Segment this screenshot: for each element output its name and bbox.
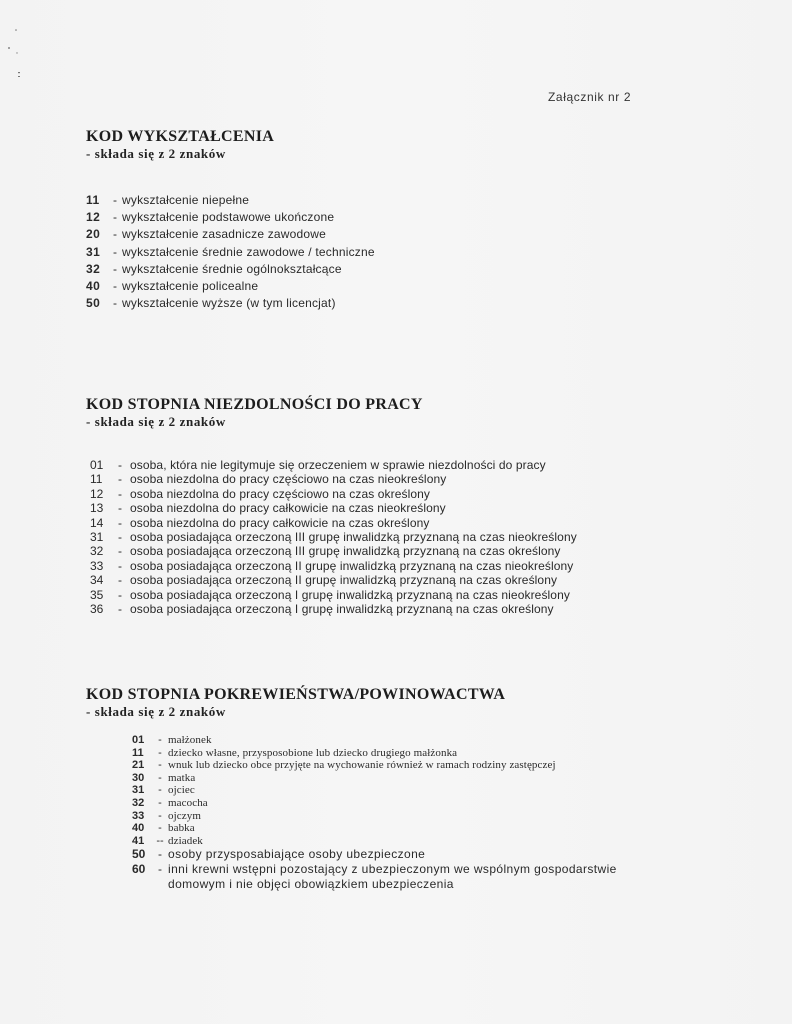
item-text: osoba niezdolna do pracy częściowo na czas określony [130, 486, 431, 501]
list-item [132, 734, 617, 747]
item-text: osoba posiadająca orzeczoną II grupę inwalidzką przyznaną na czas określony [130, 573, 558, 588]
item-text: ojczym [168, 809, 201, 822]
item-text: wykształcenie wyższe (w tym licencjat) [122, 296, 336, 311]
item-text: osoba niezdolna do pracy całkowicie na czas określony [130, 515, 430, 530]
list-item [132, 822, 617, 835]
item-dash: - [113, 227, 117, 242]
item-text: osoba niezdolna do pracy częściowo na czas nieokreślony [130, 472, 447, 487]
item-code: 01 [90, 458, 104, 472]
item-text: wykształcenie średnie ogólnokształcące [122, 261, 342, 276]
item-code: 34 [90, 573, 104, 588]
item-dash: - [113, 296, 117, 311]
section-title: KOD STOPNIA POKREWIEŃSTWA/POWINOWACTWA [86, 686, 506, 703]
list-item [86, 244, 375, 261]
item-code: 50 [132, 847, 146, 862]
item-code: 50 [86, 296, 101, 311]
item-text: wykształcenie niepełne [122, 193, 250, 207]
item-dash: - [113, 278, 117, 293]
item-text: osoby przysposabiające osoby ubezpieczone [168, 847, 426, 862]
list-item [132, 747, 617, 760]
list-item [132, 784, 617, 797]
item-code: 20 [86, 227, 101, 242]
item-code: 31 [90, 529, 104, 544]
section-education-code [86, 128, 375, 311]
item-code: 12 [90, 486, 104, 501]
item-dash: - [113, 210, 117, 225]
item-dash: - [158, 746, 162, 759]
item-dash: -- [156, 834, 164, 847]
item-dash: - [158, 862, 162, 877]
list-item [132, 797, 617, 810]
section-subtitle: - składa się z 2 znaków [86, 414, 226, 429]
item-dash: - [118, 573, 122, 588]
section-subtitle: - składa się z 2 znaków [86, 146, 226, 161]
code-list [86, 458, 577, 616]
item-dash: - [118, 472, 122, 487]
item-code: 40 [132, 822, 145, 835]
item-text: osoba posiadająca orzeczoną I grupę inwalidzką przyznaną na czas nieokreślony [130, 587, 570, 602]
item-text: wykształcenie podstawowe ukończone [122, 210, 335, 225]
item-code: 33 [90, 558, 104, 573]
list-item [86, 530, 577, 544]
item-code: 40 [86, 278, 101, 293]
item-code: 32 [132, 796, 145, 809]
section-kinship-code [86, 686, 617, 892]
item-text: osoba niezdolna do pracy całkowicie na czas nieokreślony [130, 501, 446, 516]
section-title: KOD WYKSZTAŁCENIA [86, 128, 275, 145]
list-item [132, 847, 617, 862]
item-text: osoba, która nie legitymuje się orzeczeniem w sprawie niezdolności do pracy [130, 458, 546, 472]
list-item [86, 192, 375, 209]
item-code: 33 [132, 809, 145, 822]
attachment-label: Załącznik nr 2 [548, 90, 632, 104]
list-item [86, 559, 577, 573]
list-item [86, 458, 577, 472]
item-text: dziecko własne, przysposobione lub dziecko drugiego małżonka [168, 746, 458, 759]
item-code: 13 [90, 501, 104, 516]
item-text: dziadek [168, 834, 203, 847]
item-dash: - [118, 501, 122, 516]
list-item [86, 209, 375, 226]
item-code: 32 [86, 261, 101, 276]
item-text: wykształcenie zasadnicze zawodowe [122, 227, 327, 242]
item-code: 30 [132, 771, 145, 784]
item-text: osoba posiadająca orzeczoną III grupę inwalidzką przyznaną na czas określony [130, 544, 561, 559]
list-item [86, 588, 577, 602]
list-item [86, 472, 577, 486]
item-dash: - [118, 601, 122, 616]
item-dash: - [158, 847, 162, 862]
item-text: macocha [168, 796, 208, 809]
list-item [86, 487, 577, 501]
list-item [132, 772, 617, 785]
item-text: wykształcenie średnie zawodowe / techniczne [122, 244, 375, 259]
item-code: 11 [132, 746, 144, 759]
item-dash: - [118, 458, 122, 472]
item-dash: - [158, 822, 162, 835]
item-text: małżonek [168, 734, 212, 746]
item-code: 21 [132, 759, 145, 772]
list-item [86, 261, 375, 278]
item-dash: - [118, 558, 122, 573]
item-code: 12 [86, 210, 101, 225]
list-item [132, 759, 617, 772]
item-text: babka [168, 822, 195, 835]
item-text: osoba posiadająca orzeczoną III grupę inwalidzką przyznaną na czas nieokreślony [130, 529, 577, 544]
section-incapacity-code [86, 396, 577, 616]
item-code: 41 [132, 834, 145, 847]
item-dash: - [118, 515, 122, 530]
item-text: wykształcenie policealne [122, 278, 259, 293]
item-code: 11 [90, 472, 103, 487]
item-dash: - [118, 529, 122, 544]
item-code: 31 [86, 244, 101, 259]
item-code: 31 [132, 784, 145, 797]
item-dash: - [158, 759, 162, 772]
item-code: 11 [86, 193, 100, 207]
item-text: osoba posiadająca orzeczoną I grupę inwalidzką przyznaną na czas określony [130, 601, 554, 616]
list-item [132, 835, 617, 848]
item-code: 36 [90, 601, 104, 616]
list-item [86, 501, 577, 515]
list-item [86, 226, 375, 243]
item-dash: - [118, 544, 122, 559]
section-subtitle: - składa się z 2 znaków [86, 704, 226, 719]
item-dash: - [113, 261, 117, 276]
item-text: matka [168, 771, 196, 784]
item-code: 32 [90, 544, 104, 559]
item-dash: - [158, 771, 162, 784]
item-dash: - [158, 734, 162, 746]
item-code: 60 [132, 862, 146, 877]
list-item [86, 516, 577, 530]
item-code: 35 [90, 587, 104, 602]
item-dash: - [118, 587, 122, 602]
item-code: 01 [132, 734, 145, 746]
item-dash: - [118, 486, 122, 501]
list-item [86, 602, 577, 616]
list-item [86, 573, 577, 587]
item-dash: - [158, 796, 162, 809]
list-item [132, 810, 617, 823]
scan-specks [4, 20, 28, 90]
list-item [86, 295, 375, 312]
list-item [132, 862, 617, 877]
item-text: wnuk lub dziecko obce przyjęte na wychowanie również w ramach rodziny zastępczej [168, 759, 556, 772]
item-text: inni krewni wstępni pozostający z ubezpieczonym we wspólnym gospodarstwie [168, 862, 617, 877]
list-item [86, 544, 577, 558]
section-title: KOD STOPNIA NIEZDOLNOŚCI DO PRACY [86, 396, 423, 413]
item-dash: - [113, 193, 117, 207]
list-item [86, 278, 375, 295]
item-code: 14 [90, 515, 104, 530]
item-text: osoba posiadająca orzeczoną II grupę inwalidzką przyznaną na czas nieokreślony [130, 558, 574, 573]
code-list [132, 734, 617, 892]
item-dash: - [158, 784, 162, 797]
item-text-continuation: domowym i nie objęci obowiązkiem ubezpieczenia [168, 877, 454, 892]
item-text: ojciec [168, 784, 195, 797]
item-dash: - [113, 244, 117, 259]
code-list [86, 192, 375, 312]
item-dash: - [158, 809, 162, 822]
